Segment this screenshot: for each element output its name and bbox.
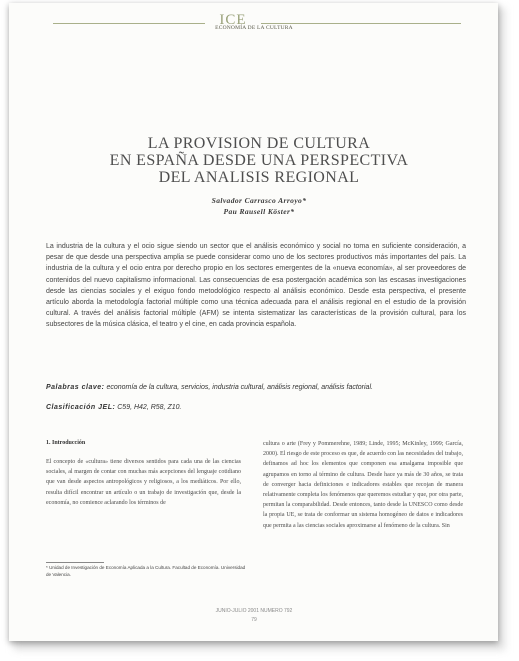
- title-line: EN ESPAÑA DESDE UNA PERSPECTIVA: [109, 152, 409, 169]
- jel-label: Clasificación JEL:: [46, 404, 116, 411]
- author: Pau Rausell Köster*: [223, 207, 295, 216]
- jel-codes: C59, H42, R58, Z10.: [117, 404, 182, 411]
- page-number: 79: [251, 617, 257, 623]
- authors: [129, 195, 389, 217]
- article-title: [69, 135, 449, 186]
- header-rule-right: [261, 23, 461, 24]
- page-footer: [179, 607, 329, 625]
- keywords: [46, 384, 466, 391]
- title-line: LA PROVISION DE CULTURA: [147, 135, 371, 152]
- keywords-text: economía de la cultura, servicios, industria cultural, análisis regional, análisis factorial.: [106, 384, 373, 391]
- journal-section: ECONOMÍA DE LA CULTURA: [215, 25, 293, 31]
- issue-info: JUNIO-JULIO 2001 NUMERO 792: [215, 608, 293, 614]
- author: Salvador Carrasco Arroyo*: [211, 196, 307, 205]
- body-column-right: cultura o arte (Frey y Pommerehne, 1989; Linde, 1995; McKinley, 1999; García, 2000). El riesgo de este proceso es que, de acuerdo con las necesidades del trabajo, definamos ad hoc los elementos que componen esa amalgama imposible que agrupamos en torno al término de cultura. Desde hace ya más de 30 años, se trata de converger hacia definiciones e indicadores estables que recojan de manera relativamente completa los fenómenos que queremos estudiar y que, por otra parte, permitan la comparabilidad. Desde entonces, tanto desde la UNESCO como desde la propia UE, se trata de conformar un sistema homogéneo de datos e indicadores que permita a las ciencias sociales aproximarse al fenómeno de la cultura. Sin: [263, 441, 463, 529]
- jel-classification: [46, 404, 466, 411]
- abstract: La industria de la cultura y el ocio sigue siendo un sector que el análisis económico y social no toma en suficiente consideración, a pesar de que desde una perspectiva amplia se puede considerar como uno de los sectores productivos más importantes del país. La industria de la cultura y el ocio entra por derecho propio en los sectores emergentes de la «nueva economía», al ser proveedores de contenidos del nuevo capitalismo informacional. Las consecuencias de esa postergación académica son las escasas investigaciones desde las ciencias sociales y el exiguo fondo metodológico respecto al análisis económico. Desde esta perspectiva, el presente artículo aborda la metodología factorial múltiple como una técnica adecuada para el análisis regional en el estudio de la provisión cultural. A través del análisis factorial múltiple (AFM) se intenta sistematizar las características de la provisión cultural, para los subsectores de la música clásica, el teatro y el cine, en cada provincia española.: [46, 243, 466, 329]
- section-heading: 1. Introducción: [46, 440, 86, 446]
- footnote: * Unidad de Investigación de Economía Aplicada a la Cultura. Facultad de Economía. Universidad de Valencia.: [46, 565, 246, 577]
- footnote-rule: [46, 562, 104, 563]
- keywords-label: Palabras clave:: [46, 384, 105, 391]
- document-page: [9, 3, 498, 641]
- journal-logo: ICE: [219, 12, 247, 28]
- title-line: DEL ANALISIS REGIONAL: [158, 169, 360, 186]
- header-rule-left: [53, 23, 205, 24]
- body-column-left: El concepto de «cultura» tiene diversos sentidos para cada una de las ciencias sociales, al margen de contar con muchas más acepciones del lenguaje cotidiano que van desde aspectos antropológicos y religiosos, a los mediáticos. Por ello, resulta difícil encontrar un artículo o un trabajo de investigación que, desde la economía, no comience aclarando los términos de: [46, 459, 241, 506]
